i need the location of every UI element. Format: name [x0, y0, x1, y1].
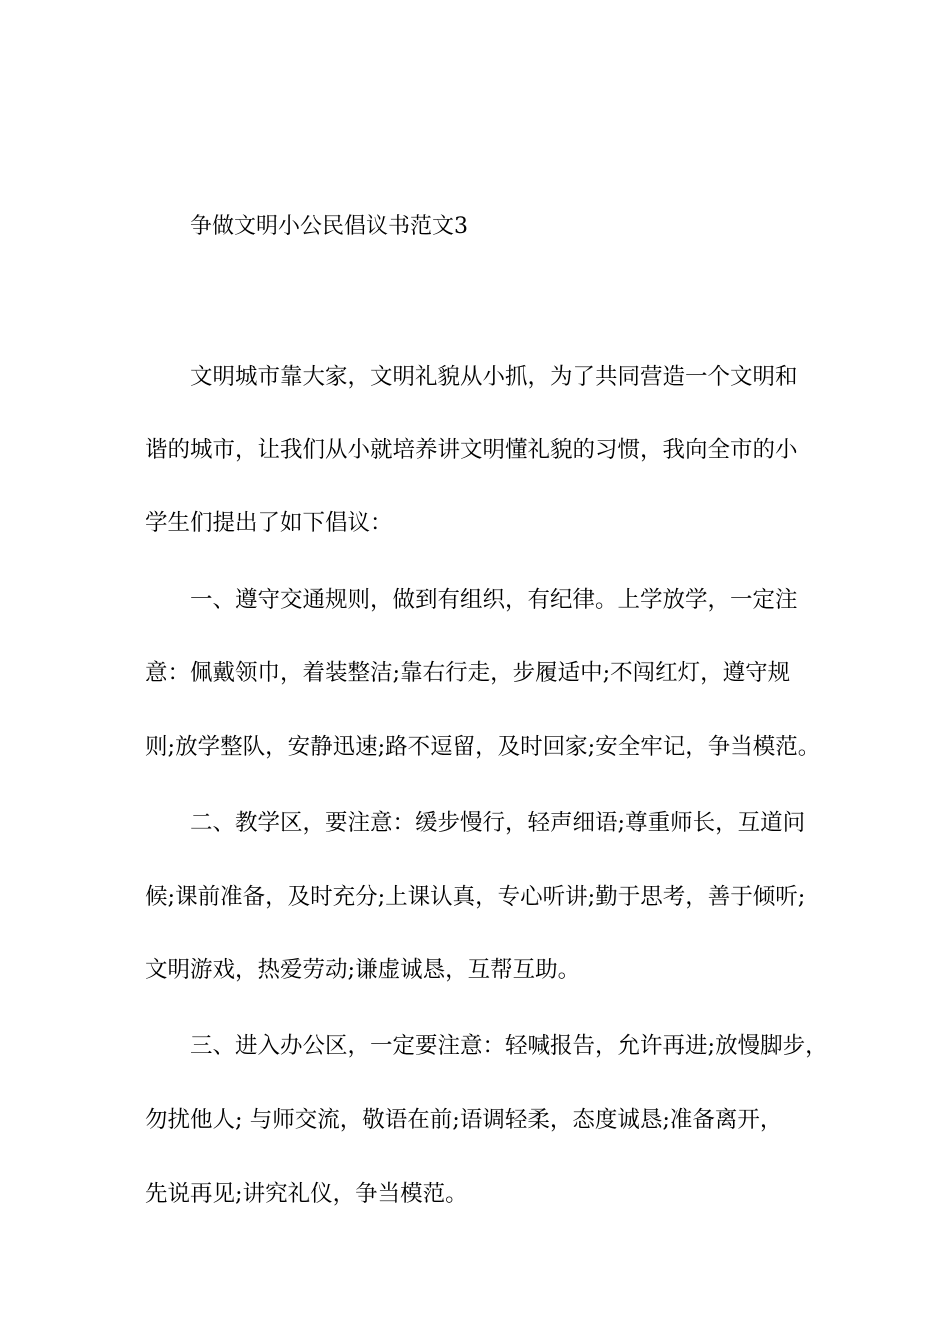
paragraph-line: 二、教学区，要注意：缓步慢行，轻声细语;尊重师长，互道问 — [190, 810, 806, 836]
paragraph-line: 文明城市靠大家，文明礼貌从小抓，为了共同营造一个文明和 — [190, 364, 798, 390]
paragraph-line: 先说再见;讲究礼仪，争当模范。 — [145, 1181, 468, 1207]
paragraph-line: 一、遵守交通规则，做到有组织，有纪律。上学放学，一定注 — [190, 587, 798, 613]
paragraph-line: 学生们提出了如下倡议： — [145, 510, 393, 536]
paragraph-line: 则;放学整队，安静迅速;路不逗留，及时回家;安全牢记，争当模范。 — [145, 734, 821, 760]
paragraph-line: 谐的城市，让我们从小就培养讲文明懂礼貌的习惯，我向全市的小 — [145, 437, 798, 463]
paragraph-line: 勿扰他人; 与师交流，敬语在前;语调轻柔，态度诚恳;准备离开， — [145, 1107, 783, 1133]
document-title: 争做文明小公民倡议书范文3 — [190, 214, 468, 239]
paragraph-line: 候;课前准备，及时充分;上课认真，专心听讲;勤于思考，善于倾听; — [145, 884, 806, 910]
paragraph-line: 三、进入办公区，一定要注意：轻喊报告，允许再进;放慢脚步， — [190, 1033, 828, 1059]
paragraph-line: 意：佩戴领巾，着装整洁;靠右行走，步履适中;不闯红灯，遵守规 — [145, 660, 791, 686]
paragraph-line: 文明游戏，热爱劳动;谦虚诚恳，互帮互助。 — [145, 957, 581, 983]
